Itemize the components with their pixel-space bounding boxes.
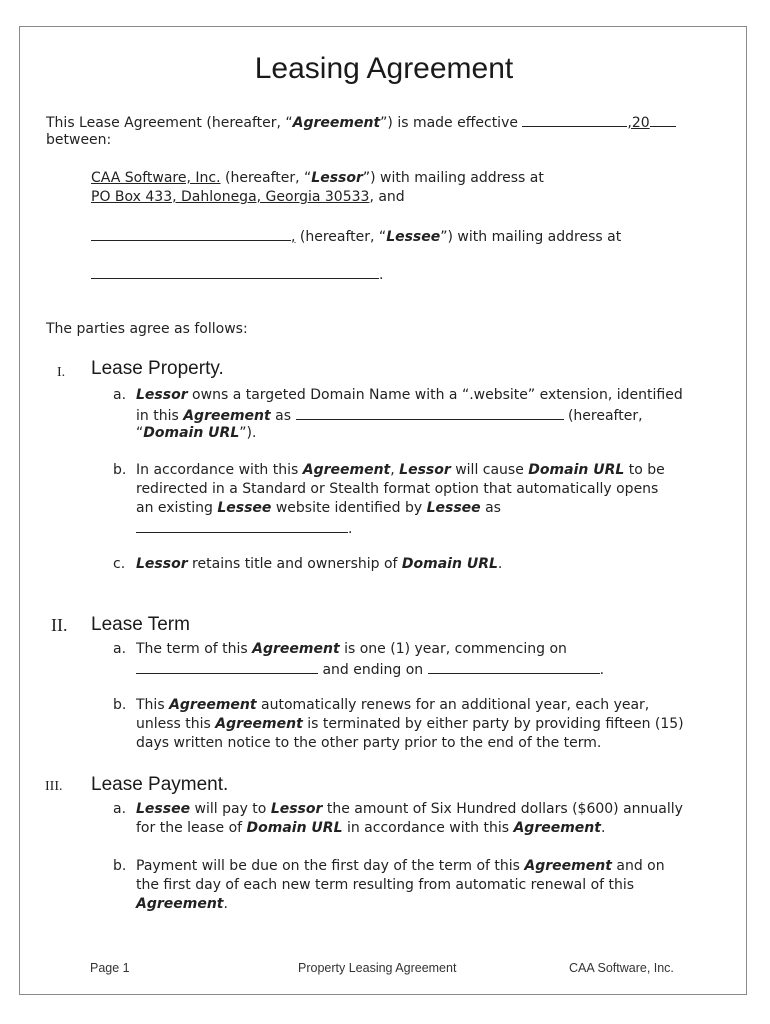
item-1c-label: c. (113, 556, 126, 572)
lessor-address: PO Box 433, Dahlonega, Georgia 30533 (91, 189, 370, 205)
item-2b-line-2: unless this Agreement is terminated by either party by providing fifteen (15) (136, 716, 684, 732)
item-3a-label: a. (113, 801, 127, 817)
item-3b-line-1: Payment will be due on the first day of the term of this Agreement and on (136, 858, 665, 874)
section-1-heading: Lease Property. (91, 358, 224, 379)
section-3-heading: Lease Payment. (91, 774, 229, 795)
year-blank[interactable] (650, 112, 676, 127)
item-3b-line-2: the first day of each new term resulting from automatic renewal of this (136, 877, 635, 893)
document-title: Leasing Agreement (254, 52, 514, 85)
item-2a-line-2: and ending on . (136, 659, 604, 680)
lessor-line-1: CAA Software, Inc. (hereafter, “Lessor”) with mailing address at (91, 170, 544, 186)
footer-company: CAA Software, Inc. (569, 961, 674, 975)
item-2a-label: a. (113, 641, 127, 657)
effective-date-blank[interactable] (522, 112, 627, 127)
item-3a-line-2: for the lease of Domain URL in accordance with this Agreement. (136, 820, 606, 836)
item-1b-label: b. (113, 462, 127, 478)
term-end-blank[interactable] (428, 659, 600, 674)
item-3a-line-1: Lessee will pay to Lessor the amount of Six Hundred dollars ($600) annually (136, 801, 683, 817)
lessee-address-blank[interactable] (91, 264, 379, 279)
domain-name-blank[interactable] (296, 405, 564, 420)
item-1a-line-1: Lessor owns a targeted Domain Name with a “.website” extension, identified (136, 387, 683, 403)
lessee-website-blank[interactable] (136, 518, 348, 533)
lessor-name: CAA Software, Inc. (91, 170, 221, 186)
item-1a-line-2: in this Agreement as (hereafter, (136, 405, 643, 426)
document-page (19, 26, 747, 995)
item-1b-line-4: . (136, 518, 352, 539)
intro-line-1: This Lease Agreement (hereafter, “Agreement”) is made effective ,20 (46, 112, 676, 133)
item-2b-line-3: days written notice to the other party prior to the end of the term. (136, 735, 602, 751)
section-3-number: III. (45, 779, 63, 794)
item-3b-label: b. (113, 858, 127, 874)
intro-line-2: between: (46, 132, 112, 148)
term-start-blank[interactable] (136, 659, 318, 674)
parties-line: The parties agree as follows: (46, 321, 248, 337)
lessor-line-2: PO Box 433, Dahlonega, Georgia 30533, and (91, 189, 405, 205)
lessee-name-blank[interactable] (91, 226, 291, 241)
section-2-heading: Lease Term (91, 614, 190, 635)
item-1b-line-3: an existing Lessee website identified by Lessee as (136, 500, 501, 516)
item-1b-line-2: redirected in a Standard or Stealth format option that automatically opens (136, 481, 659, 497)
lessee-line-1: , (hereafter, “Lessee”) with mailing address at (91, 226, 621, 247)
item-1b-line-1: In accordance with this Agreement, Lessor will cause Domain URL to be (136, 462, 665, 478)
item-2a-line-1: The term of this Agreement is one (1) year, commencing on (136, 641, 567, 657)
item-1a-line-3: “Domain URL”). (136, 425, 257, 441)
footer-document-name: Property Leasing Agreement (298, 961, 457, 975)
item-3b-line-3: Agreement. (136, 896, 228, 912)
lessee-line-2: . (91, 264, 383, 285)
item-2b-label: b. (113, 697, 127, 713)
item-1c-line-1: Lessor retains title and ownership of Domain URL. (136, 556, 503, 572)
item-1a-label: a. (113, 387, 127, 403)
item-2b-line-1: This Agreement automatically renews for an additional year, each year, (136, 697, 650, 713)
section-1-number: I. (57, 365, 66, 380)
footer-page-number: Page 1 (90, 961, 130, 975)
section-2-number: II. (51, 615, 68, 635)
